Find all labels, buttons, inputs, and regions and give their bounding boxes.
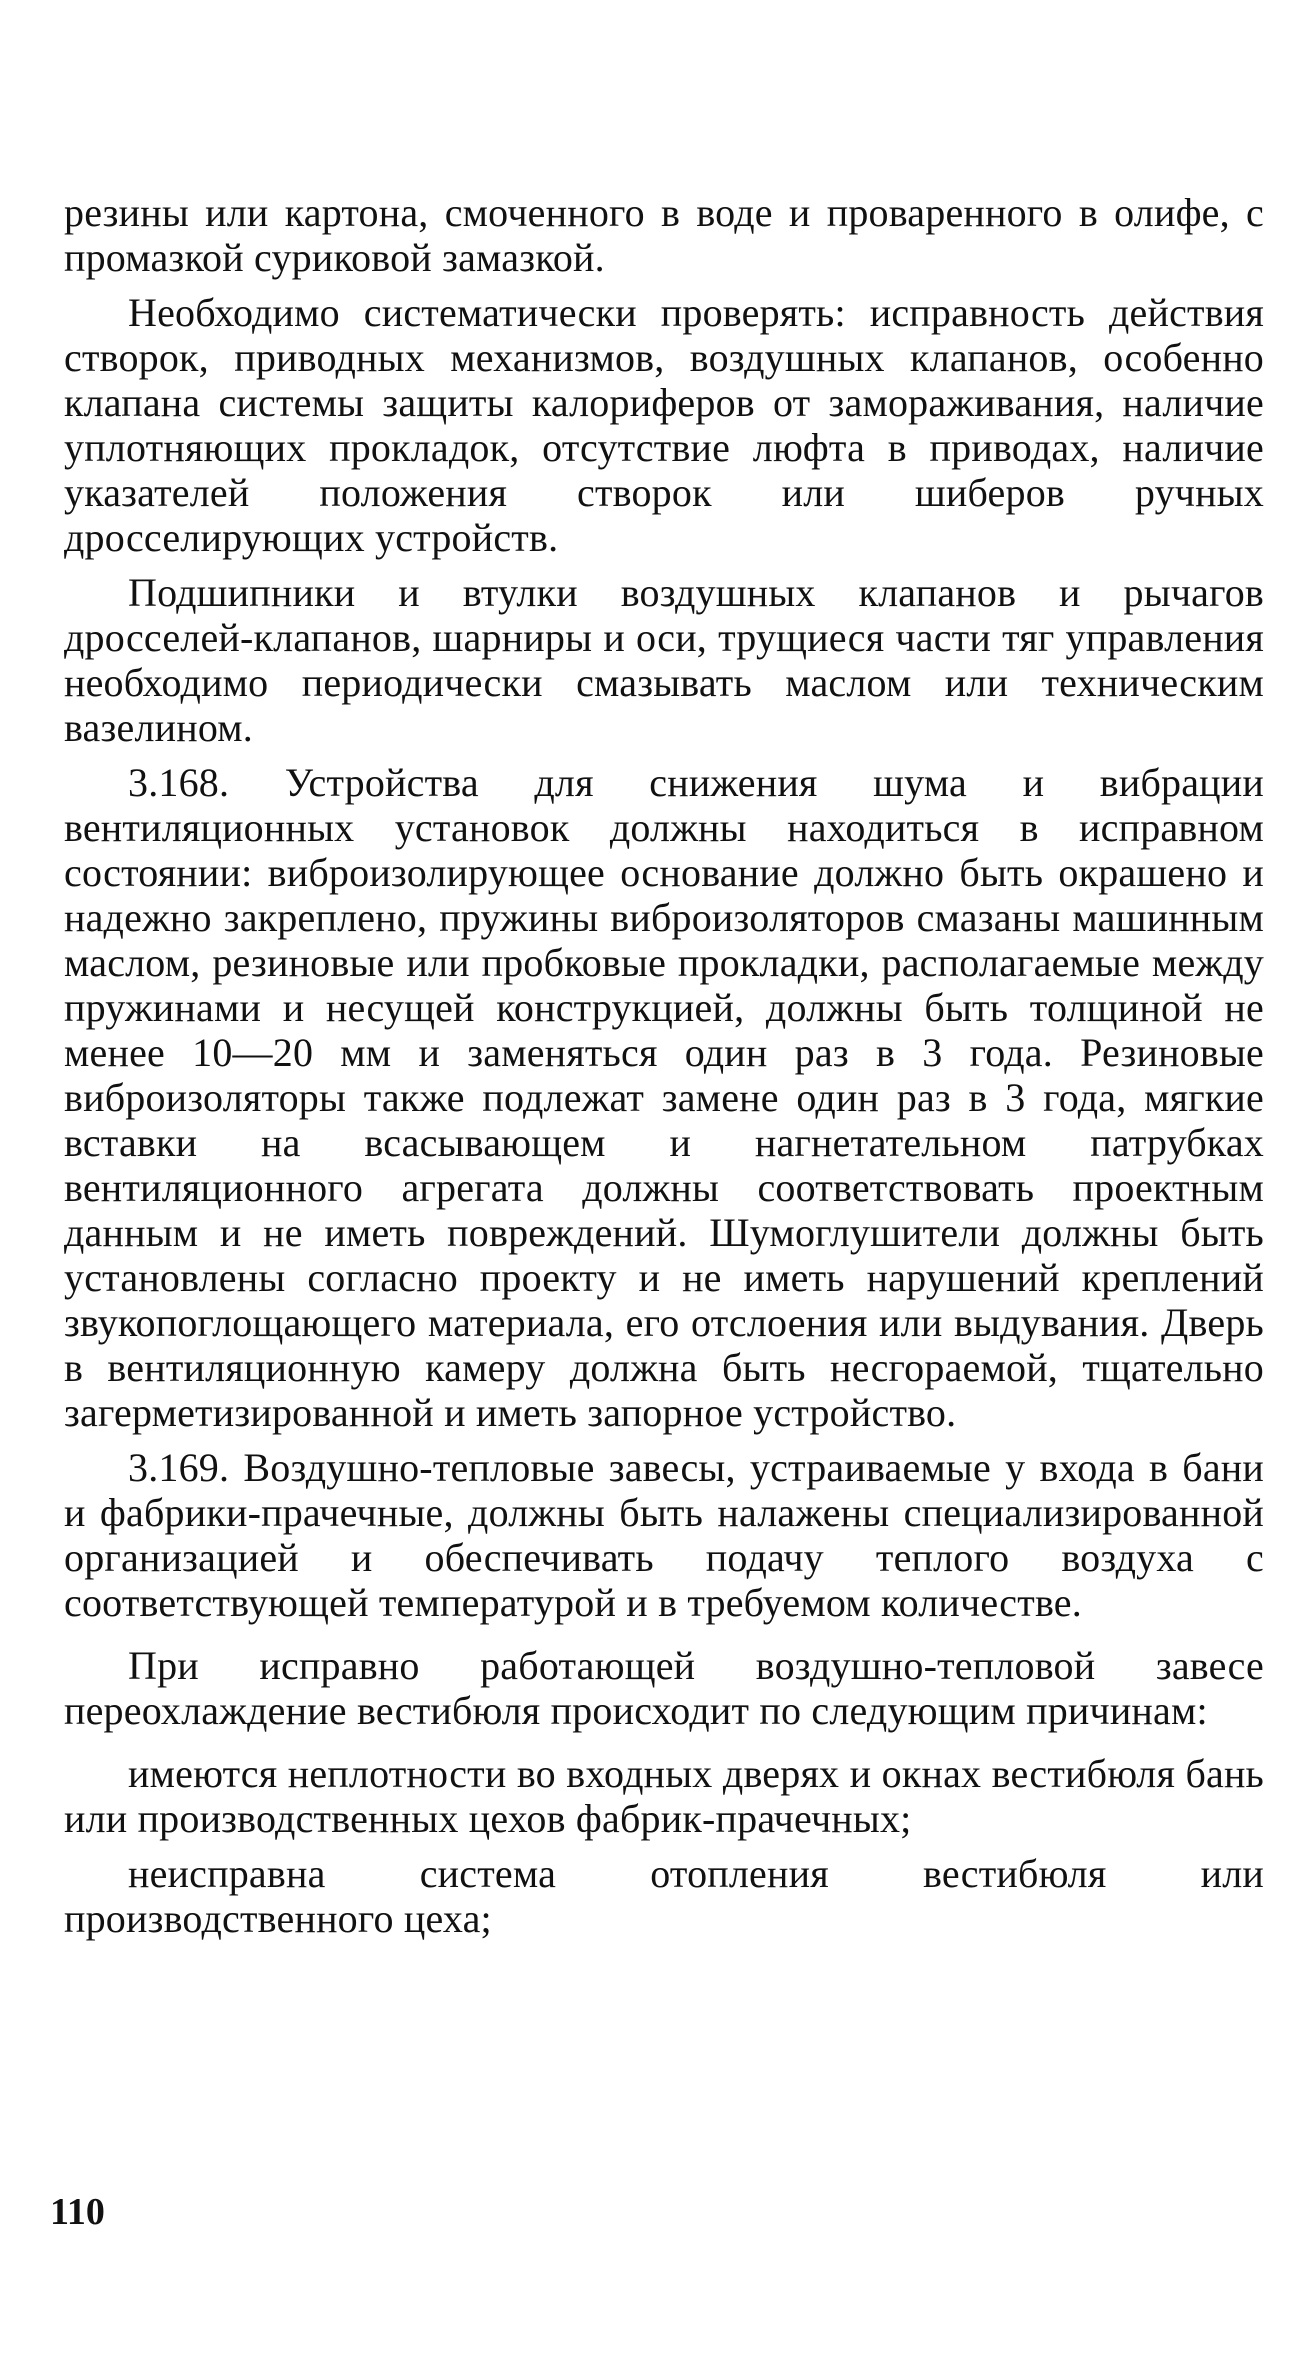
paragraph-cause-2: неисправна система отопления вестибюля или производственного цеха; xyxy=(64,1851,1264,1941)
paragraph-cause-1: имеются неплотности во входных дверях и окнах вестибюля бань или производственных цехов фабрик-прачечных; xyxy=(64,1751,1264,1841)
paragraph-3-169: 3.169. Воздушно-тепловые завесы, устраиваемые у входа в бани и фабрики-прачечные, должны быть налажены специализированной организацией и обеспечивать подачу теплого воздуха с соответствующей температурой и в требуемом количестве. xyxy=(64,1445,1264,1625)
paragraph-inspection: Необходимо систематически проверять: исправность действия створок, приводных механизмов, воздушных клапанов, особенно клапана системы защиты калориферов от замораживания, наличие уплотняющих прокладок, отсутствие люфта в приводах, наличие указателей положения створок или шиберов ручных дросселирующих устройств. xyxy=(64,290,1264,560)
page-number: 110 xyxy=(50,2191,105,2233)
paragraph-continuation: резины или картона, смоченного в воде и проваренного в олифе, с промазкой суриковой замазкой. xyxy=(64,190,1264,280)
paragraph-3-168: 3.168. Устройства для снижения шума и вибрации вентиляционных установок должны находиться в исправном состоянии: виброизолирующее основание должно быть окрашено и надежно закреплено, пружины виброизоляторов смазаны машинным маслом, резиновые или пробковые прокладки, располагаемые между пружинами и несущей конструкцией, должны быть толщиной не менее 10—20 мм и заменяться один раз в 3 года. Резиновые виброизоляторы также подлежат замене один раз в 3 года, мягкие вставки на всасывающем и нагнетательном патрубках вентиляционного агрегата должны соответствовать проектным данным и не иметь повреждений. Шумоглушители должны быть установлены согласно проекту и не иметь нарушений креплений звукопоглощающего материала, его отслоения или выдувания. Дверь в вентиляционную камеру должна быть несгораемой, тщательно загерметизированной и иметь запорное устройство. xyxy=(64,760,1264,1435)
paragraph-lubrication: Подшипники и втулки воздушных клапанов и рычагов дросселей-клапанов, шарниры и оси, трущиеся части тяг управления необходимо периодически смазывать маслом или техническим вазелином. xyxy=(64,570,1264,750)
paragraph-causes-intro: При исправно работающей воздушно-тепловой завесе переохлаждение вестибюля происходит по следующим причинам: xyxy=(64,1643,1264,1733)
page-body xyxy=(64,190,1264,1951)
